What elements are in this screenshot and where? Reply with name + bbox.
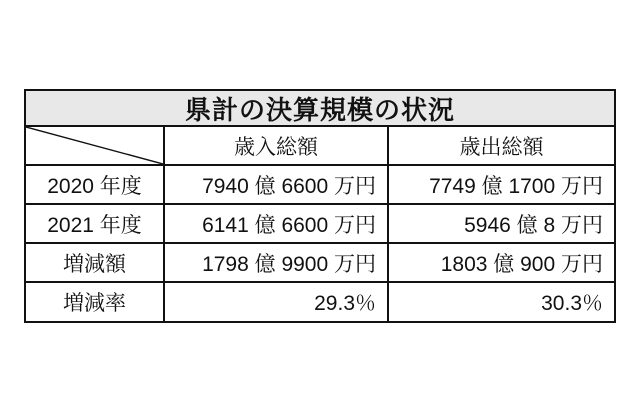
change-rate-revenue-value: 29.3％: [165, 283, 389, 321]
fy2021-revenue-value: 6141 億 6600 万円: [165, 205, 389, 244]
corner-cell: [26, 127, 165, 166]
fy2020-revenue-value: 7940 億 6600 万円: [165, 166, 389, 205]
table-title: 県計の決算規模の状況: [26, 91, 614, 127]
row-label-change-rate: 増減率: [26, 283, 165, 321]
diagonal-line-icon: [26, 127, 163, 164]
change-rate-expenditure-value: 30.3％: [541, 292, 603, 315]
change-amount-revenue-value: 1798 億 9900 万円: [165, 244, 389, 283]
row-label-change-amount: 増減額: [26, 244, 165, 283]
settlement-summary-table: [24, 89, 616, 323]
fy2021-expenditure-value: 5946 億 8 万円: [389, 205, 614, 244]
column-header-revenue: 歳入総額: [165, 127, 389, 166]
change-amount-expenditure-value: 1803 億 900 万円: [389, 244, 614, 283]
row-label-fy2020: 2020 年度: [26, 166, 165, 205]
fy2020-expenditure-value: 7749 億 1700 万円: [389, 166, 614, 205]
column-header-expenditure: 歳出総額: [389, 127, 614, 166]
row-label-fy2021: 2021 年度: [26, 205, 165, 244]
